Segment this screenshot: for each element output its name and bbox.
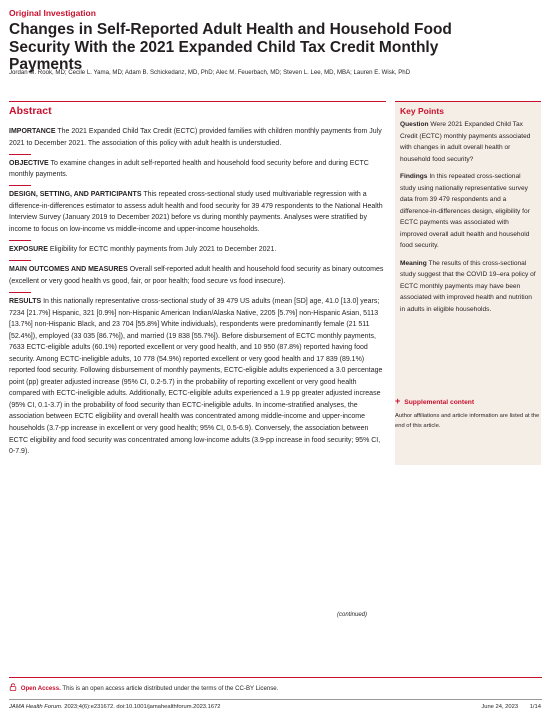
open-access-text: This is an open access article distributed under the terms of the CC-BY License. [62,685,279,692]
section-label-results: RESULTS [9,297,42,305]
section-label-exposure: EXPOSURE [9,246,48,254]
author-list: Jordan M. Rook, MD; Cecile L. Yama, MD; Adam B. Schickedanz, MD, PhD; Alec M. Feuerbach, MD; Steven L. Lee, MD, MBA; Lauren E. Wisk, PhD [9,69,411,76]
key-points-box [395,101,541,465]
key-point-text: Were 2021 Expanded Child Tax Credit (ECTC) monthly payments associated with changes in adult overall health or household food security? [400,121,531,163]
open-access-divider [9,677,542,678]
abstract-heading: Abstract [9,101,386,117]
key-point-label: Findings [400,173,428,180]
section-label-design: DESIGN, SETTING, AND PARTICIPANTS [9,191,142,199]
continued-note: (continued) [337,612,368,618]
section-divider [9,260,31,261]
affiliations-note: Author affiliations and article information are listed at the end of this article. [395,413,540,429]
footer-divider [9,699,542,700]
open-access-lock-icon [9,683,17,691]
abstract-outcomes [9,264,384,287]
abstract-results [9,296,384,458]
footer-date-page [481,704,541,710]
abstract-objective [9,158,384,181]
section-text-objective: To examine changes in adult self-reported health and household food security before and during ECTC monthly payments. [9,159,369,179]
key-point-label: Question [400,121,429,128]
citation-text: 2023;4(6):e231672. doi:10.1001/jamahealthforum.2023.1672 [64,704,221,710]
publication-date: June 24, 2023 [481,704,519,710]
section-label-importance: IMPORTANCE [9,128,56,135]
key-point-text: The results of this cross-sectional study suggest that the COVID 19–era policy of ECTC monthly payments may have been associated with improved health and nutrition in adults in eligible households. [400,259,536,313]
key-point-label: Meaning [400,259,427,267]
section-label-objective: OBJECTIVE [9,159,49,167]
section-label: Original Investigation [9,8,96,18]
section-text-design: This repeated cross-sectional study used multivariable regression with a difference-in-differences estimator to assess adult health and food security for 39 479 respondents to the National Health Interview Survey (January 2019 to December 2021) before vs during monthly payments. Analyses were stratified by income to focus on low-income vs middle-income and upper-income households. [9,191,383,234]
key-points-title: Key Points [400,106,444,116]
open-access-label: Open Access. [20,685,61,692]
article-title: Changes in Self-Reported Adult Health and Household Food Security With the 2021 Expanded Child Tax Credit Monthly Payments [9,21,452,73]
key-point-question [400,119,536,165]
section-divider [9,185,31,186]
section-divider [9,292,31,293]
supplemental-content-link[interactable] [395,396,474,406]
section-text-outcomes: Overall self-reported adult health and household food security as binary outcomes (excellent or very good health vs good, fair, or poor health; food secure vs food insecure). [9,266,384,285]
abstract-body [9,126,384,466]
section-text-exposure: Eligibility for ECTC monthly payments from July 2021 to December 2021. [49,246,277,254]
section-divider [9,154,31,155]
open-access-notice [9,683,278,692]
journal-name: JAMA Health Forum. [9,704,63,710]
footer-citation [9,704,221,710]
section-text-importance: The 2021 Expanded Child Tax Credit (ECTC) provided families with children monthly payments from July 2021 to December 2021. The association of this policy with adult health is understudied. [9,128,382,147]
abstract-design [9,189,384,235]
abstract-importance [9,126,384,149]
key-point-meaning [400,258,536,316]
key-point-findings [400,171,536,252]
supplemental-content-label: Supplemental content [404,399,475,406]
key-point-text: In this repeated cross-sectional study using nationally representative survey data from 39 479 respondents and a difference-in-differences design, eligibility for ECTC payments was associated with improved overall adult health and household food security. [400,173,530,249]
plus-icon: + [395,396,401,406]
page-number: 1/14 [529,704,541,710]
section-label-outcomes: MAIN OUTCOMES AND MEASURES [9,266,128,274]
section-text-results: In this nationally representative cross-sectional study of 39 479 US adults (mean [SD] age, 41.0 [13.0] years; 7234 [21.7%] Hispanic, 321 [0.9%] non-Hispanic American Indian/Alaska Native, 2205 [5.7%] non-Hispanic Asian, 5113 [13.7%] non-Hispanic Black, and 23 704 [55.8%] White individuals), respondents were predominantly female (21 511 [52.4%]), employed (33 035 [86.7%]), and married (19 838 [55.7%]). Before disbursement of ECTC monthly payments, 7633 ECTC-eligible adults (60.1%) reported excellent or very good health, and 10 950 (87.8%) reported having food security. Among ECTC-ineligible adults, 10 778 (54.9%) reported excellent or very good health and 17 839 (89.1%) reported food security. Following disbursement of monthly payments, ECTC-eligible adults experienced a 3.0 percentage point (pp) greater adjusted increase (95% CI, 0.2-5.7) in the probability of reporting excellent or very good health compared with ECTC-ineligible adults. Additionally, ECTC-eligible adults experienced a 1.9 pp greater adjusted increase (95% CI, 0.1-3.7) in the probability of food security than ECTC-ineligible adults. In income-stratified analyses, the association between ECTC eligibility and overall health was concentrated among middle-income and upper-income households (3.7-pp increase in excellent or very good health; 95% CI, 0.5-6.9). Conversely, the association between ECTC eligibility and food security was concentrated among low-income adults (3.9-pp increase in food security; 95% CI, 0-7.9). [9,297,383,456]
abstract-exposure [9,244,384,256]
section-divider [9,240,31,241]
